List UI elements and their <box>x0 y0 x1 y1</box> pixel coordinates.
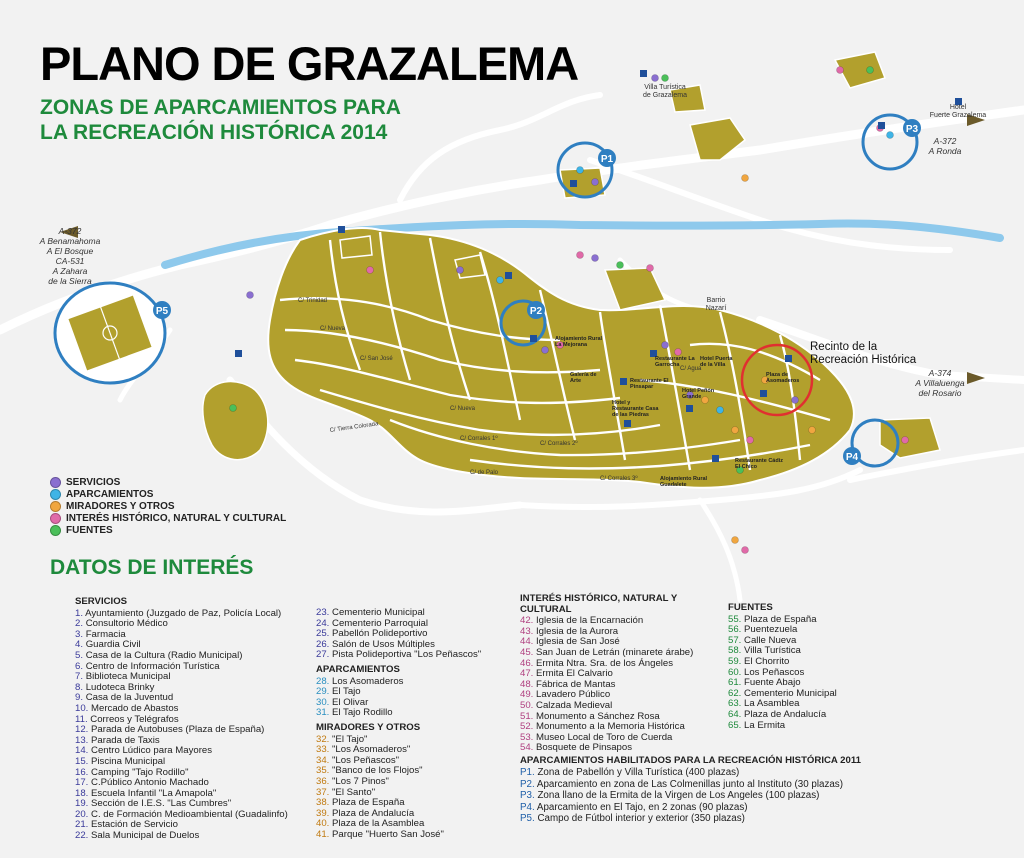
road-label-villaluenga <box>905 368 975 398</box>
item-number: 4. <box>75 639 84 651</box>
item-number: 58. <box>728 645 742 657</box>
item-number: 57. <box>728 634 742 646</box>
subtitle-line-2: LA RECREACIÓN HISTÓRICA 2014 <box>40 121 388 145</box>
item-text: Ayuntamiento (Juzgado de Paz, Policía Local) <box>85 607 282 619</box>
road-label-line: de la Sierra <box>48 276 92 286</box>
svg-text:C/ Corrales 3º: C/ Corrales 3º <box>600 476 638 482</box>
list-item <box>520 813 960 824</box>
label-line: Villa Turística <box>644 84 686 91</box>
item-number: 15. <box>75 755 89 767</box>
item-text: Escuela Infantil "La Amapola" <box>91 787 217 799</box>
legend-item <box>50 512 286 524</box>
svg-text:P5: P5 <box>155 306 169 317</box>
item-number: 39. <box>316 807 330 819</box>
interes-list <box>520 594 720 754</box>
label-line: Nazarí <box>705 305 727 312</box>
place-label: Hotel y Restaurante Casa de las Piedras <box>612 400 659 418</box>
item-text: La Asamblea <box>744 698 800 710</box>
item-text: Plaza de Andalucía <box>744 708 827 720</box>
item-number: 55. <box>728 613 742 625</box>
item-number: 6. <box>75 660 84 672</box>
servicios-heading: SERVICIOS <box>75 596 128 607</box>
item-text: Fuente Abajo <box>744 677 801 689</box>
list-item <box>520 802 960 813</box>
item-text: Parada de Autobuses (Plaza de España) <box>91 724 265 736</box>
legend-label: FUENTES <box>66 524 113 536</box>
item-text: Aparcamiento en El Tajo, en 2 zonas (90 plazas) <box>536 801 748 813</box>
item-number: 26. <box>316 638 330 650</box>
item-text: Plaza de España <box>744 613 817 625</box>
parking-marker-p4 <box>843 447 861 465</box>
item-number: 34. <box>316 754 330 766</box>
item-text: Los Peñascos <box>744 666 805 678</box>
hotel-fuerte-label <box>928 104 988 120</box>
item-number: 37. <box>316 786 330 798</box>
map-legend <box>50 476 286 536</box>
fuentes-list <box>728 603 878 731</box>
place-label: Galería de Arte <box>570 372 597 384</box>
column-2 <box>316 608 516 840</box>
parking-marker-p1 <box>598 149 616 167</box>
item-number: 23. <box>316 607 330 618</box>
list-item <box>316 830 516 841</box>
interes-heading-line: INTERÉS HISTÓRICO, NATURAL Y <box>520 593 678 604</box>
interes-heading-line: CULTURAL <box>520 603 572 615</box>
place-label: Alojamiento Rural Guadalete <box>660 476 708 488</box>
item-number: 59. <box>728 655 742 667</box>
svg-text:P3: P3 <box>905 124 919 135</box>
item-text: Parada de Taxis <box>91 734 160 746</box>
item-number: 3. <box>75 628 84 640</box>
item-number: 52. <box>520 721 534 733</box>
item-number: P1. <box>520 767 535 779</box>
item-text: Mercado de Abastos <box>91 702 179 714</box>
subtitle-line-1: ZONAS DE APARCAMIENTOS PARA <box>40 96 401 119</box>
item-text: "El Santo" <box>332 786 376 798</box>
item-number: 22. <box>75 830 89 842</box>
item-number: 16. <box>75 766 89 778</box>
item-number: 53. <box>520 731 534 743</box>
item-text: Ermita Ntra. Sra. de los Ángeles <box>536 657 674 669</box>
item-text: Iglesia de la Encarnación <box>536 615 644 627</box>
label-line: Recreación Histórica <box>810 354 917 366</box>
item-text: Sala Municipal de Duelos <box>91 830 200 842</box>
list-item <box>520 743 720 754</box>
place-label: Restaurante Cádiz El Chico <box>735 458 783 470</box>
item-text: Casa de la Cultura (Radio Municipal) <box>85 649 243 661</box>
item-number: 42. <box>520 615 534 627</box>
item-number: 24. <box>316 617 330 629</box>
legend-dot-icon <box>50 501 61 512</box>
place-label: Hotel Puerta de la Villa <box>700 356 733 368</box>
item-number: 51. <box>520 710 534 722</box>
legend-dot-icon <box>50 477 61 488</box>
item-text: Calle Nueva <box>744 634 797 646</box>
item-text: Puentezuela <box>744 624 798 636</box>
item-number: 2. <box>75 618 84 630</box>
list-item <box>316 708 516 719</box>
item-number: 14. <box>75 745 89 757</box>
road-label-line: A Villaluenga <box>915 378 965 388</box>
miradores-heading: MIRADORES Y OTROS <box>316 721 421 733</box>
legend-item <box>50 524 286 536</box>
svg-text:P1: P1 <box>600 154 614 165</box>
item-number: 29. <box>316 686 330 698</box>
place-label: Plaza de Asomaderos <box>766 372 800 384</box>
svg-text:C/ Agua: C/ Agua <box>680 366 702 372</box>
villa-turistica-label <box>630 84 700 100</box>
legend-item <box>50 500 286 512</box>
item-number: 60. <box>728 666 742 678</box>
habilitados-heading: APARCAMIENTOS HABILITADOS PARA LA RECREACIÓN HISTÓRICA 2011 <box>520 755 861 766</box>
barrio-nazari-label <box>696 297 736 313</box>
place-label: Hotel Peñón Grande <box>682 388 715 400</box>
item-text: Centro de Información Turística <box>85 660 220 672</box>
item-number: P3. <box>520 790 535 802</box>
item-number: 35. <box>316 765 330 777</box>
item-text: Los Asomaderos <box>332 675 404 687</box>
label-line: Fuerte Grazalema <box>929 112 987 119</box>
item-number: 49. <box>520 689 534 701</box>
svg-text:C/ Nueva: C/ Nueva <box>450 406 476 412</box>
road-label-ronda <box>920 136 970 156</box>
item-number: P2. <box>520 778 535 790</box>
item-text: El Chorrito <box>744 655 790 667</box>
item-text: Biblioteca Municipal <box>85 671 171 683</box>
item-number: 18. <box>75 787 89 799</box>
place-label: Restaurante El Pinsapar <box>630 378 669 390</box>
item-text: Piscina Municipal <box>91 755 166 767</box>
item-text: C.Público Antonio Machado <box>91 777 209 789</box>
item-text: "Los Asomaderos" <box>332 744 411 756</box>
svg-text:C/ Nueva: C/ Nueva <box>320 326 346 332</box>
item-text: Monumento a Sánchez Rosa <box>536 710 660 722</box>
item-text: Plaza de Andalucía <box>332 807 415 819</box>
svg-text:C/ de Palo: C/ de Palo <box>470 470 499 476</box>
svg-text:C/ San José: C/ San José <box>360 356 393 362</box>
item-number: 62. <box>728 687 742 699</box>
label-line: Recinto de la <box>810 341 878 353</box>
item-number: P4. <box>520 801 535 813</box>
item-number: 11. <box>75 713 88 725</box>
list-item <box>728 721 878 732</box>
item-number: 40. <box>316 818 330 830</box>
item-number: 41. <box>316 828 330 840</box>
item-text: Correos y Telégrafos <box>90 713 179 725</box>
servicios-list <box>75 597 315 842</box>
item-number: 25. <box>316 628 330 640</box>
item-number: 7. <box>75 671 84 683</box>
label-line: Hotel <box>949 104 967 111</box>
item-number: 65. <box>728 719 742 731</box>
road-label-line: del Rosario <box>918 388 962 398</box>
list-item <box>520 767 960 778</box>
item-text: "El Tajo" <box>332 733 368 745</box>
item-text: Casa de la Juventud <box>85 692 174 704</box>
item-number: 50. <box>520 699 534 711</box>
item-number: 44. <box>520 636 534 648</box>
label-line: de Grazalema <box>643 92 687 99</box>
item-text: Centro Lúdico para Mayores <box>91 745 213 757</box>
item-text: La Ermita <box>744 719 786 731</box>
item-number: 20. <box>75 808 89 820</box>
item-text: Museo Local de Toro de Cuerda <box>536 731 673 743</box>
road-label-line: CA-531 <box>55 256 85 266</box>
item-number: 61. <box>728 677 742 689</box>
page-subtitle <box>40 95 480 145</box>
legend-dot-icon <box>50 513 61 524</box>
item-text: Ermita El Calvario <box>536 668 613 680</box>
item-text: Salón de Usos Múltiples <box>332 638 435 650</box>
item-text: Aparcamiento en zona de Las Colmenillas junto al Instituto (30 plazas) <box>536 778 843 790</box>
item-text: Cementerio Parroquial <box>332 617 428 629</box>
svg-text:P4: P4 <box>845 452 859 463</box>
item-text: El Olivar <box>332 696 369 708</box>
item-text: Zona llano de la Ermita de la Virgen de Los Angeles (100 plazas) <box>537 790 820 802</box>
item-number: 32. <box>316 733 330 745</box>
item-number: 31. <box>316 707 330 719</box>
legend-item <box>50 488 286 500</box>
place-label: Restaurante La Garrocha <box>655 356 695 368</box>
svg-text:C/ Trinidad: C/ Trinidad <box>298 298 328 304</box>
legend-label: APARCAMIENTOS <box>66 488 154 500</box>
road-label-line: A El Bosque <box>46 246 94 256</box>
legend-label: SERVICIOS <box>66 476 121 488</box>
aparcamientos-heading: APARCAMIENTOS <box>316 663 400 675</box>
item-number: 28. <box>316 675 330 687</box>
road-label-line: A Ronda <box>928 146 962 156</box>
item-text: Pista Polideportiva "Los Peñascos" <box>332 649 482 661</box>
item-text: Guardia Civil <box>85 639 141 651</box>
parking-marker-p3 <box>903 119 921 137</box>
item-text: Plaza de España <box>332 797 405 809</box>
item-text: "Los 7 Pinos" <box>332 775 389 787</box>
list-item <box>75 831 315 842</box>
item-number: 33. <box>316 744 330 756</box>
list-item <box>520 790 960 801</box>
item-number: 9. <box>75 692 84 704</box>
legend-label: MIRADORES Y OTROS <box>66 500 175 512</box>
road-label-line: A-372 <box>933 136 957 146</box>
datos-heading: DATOS DE INTERÉS <box>50 556 254 579</box>
road-label-line: A-374 <box>928 368 952 378</box>
item-text: Campo de Fútbol interior y exterior (350 plazas) <box>537 813 745 825</box>
item-number: 12. <box>75 724 89 736</box>
item-text: Camping "Tajo Rodillo" <box>91 766 189 778</box>
item-number: 45. <box>520 646 534 658</box>
item-text: Cementerio Municipal <box>744 687 837 699</box>
legend-item <box>50 476 286 488</box>
fuentes-heading: FUENTES <box>728 602 773 613</box>
item-number: 48. <box>520 678 534 690</box>
item-text: Farmacia <box>85 628 126 640</box>
item-text: Ludoteca Brinky <box>85 681 155 693</box>
page-title: PLANO DE GRAZALEMA <box>40 37 579 90</box>
item-number: 19. <box>75 798 89 810</box>
item-number: 13. <box>75 734 89 746</box>
list-item <box>520 779 960 790</box>
item-number: 5. <box>75 649 84 661</box>
item-number: P5. <box>520 813 535 825</box>
item-number: 63. <box>728 698 742 710</box>
item-text: Calzada Medieval <box>536 699 613 711</box>
item-text: Iglesia de San José <box>536 636 620 648</box>
item-number: 27. <box>316 649 330 661</box>
item-number: 17. <box>75 777 89 789</box>
item-text: Pabellón Polideportivo <box>332 628 428 640</box>
road-label-west <box>10 226 130 286</box>
item-text: C. de Formación Medioambiental (Guadalinfo) <box>91 808 288 820</box>
item-text: Iglesia de la Aurora <box>536 625 619 637</box>
item-text: "Banco de los Flojos" <box>332 765 423 777</box>
svg-text:P2: P2 <box>529 306 543 317</box>
item-text: Cementerio Municipal <box>332 607 425 618</box>
parking-marker-p2 <box>527 301 545 319</box>
item-text: San Juan de Letrán (minarete árabe) <box>536 646 694 658</box>
list-item <box>316 650 516 661</box>
item-text: Estación de Servicio <box>91 819 178 831</box>
item-text: Parque "Huerto San José" <box>332 828 444 840</box>
item-text: Fábrica de Mantas <box>536 678 616 690</box>
item-number: 64. <box>728 708 742 720</box>
item-number: 36. <box>316 775 330 787</box>
legend-dot-icon <box>50 489 61 500</box>
item-number: 56. <box>728 624 742 636</box>
habilitados-list <box>520 755 960 824</box>
item-text: Sección de I.E.S. "Las Cumbres" <box>91 798 232 810</box>
item-text: Monumento a la Memoria Histórica <box>536 721 685 733</box>
item-text: "Los Peñascos" <box>332 754 400 766</box>
road-label-line: A Zahara <box>52 266 88 276</box>
road-label-line: A-372 <box>58 226 82 236</box>
svg-text:C/ Corrales 2º: C/ Corrales 2º <box>540 441 578 447</box>
item-number: 46. <box>520 657 534 669</box>
item-text: El Tajo Rodillo <box>332 707 393 719</box>
item-number: 38. <box>316 797 330 809</box>
item-text: Zona de Pabellón y Villa Turística (400 plazas) <box>537 767 740 779</box>
item-text: El Tajo <box>332 686 361 698</box>
item-text: Plaza de la Asamblea <box>332 818 425 830</box>
item-number: 30. <box>316 696 330 708</box>
item-number: 10. <box>75 702 89 714</box>
item-number: 21. <box>75 819 89 831</box>
label-line: Barrio <box>706 297 726 304</box>
svg-text:C/ Tierra Colorada: C/ Tierra Colorada <box>329 421 379 434</box>
item-number: 54. <box>520 742 534 754</box>
item-text: Lavadero Público <box>536 689 611 701</box>
road-label-line: A Benamahoma <box>39 236 101 246</box>
item-text: Villa Turística <box>744 645 801 657</box>
item-number: 8. <box>75 681 84 693</box>
legend-label: INTERÉS HISTÓRICO, NATURAL Y CULTURAL <box>66 512 287 524</box>
item-number: 1. <box>75 607 84 619</box>
recinto-label <box>810 341 916 367</box>
legend-dot-icon <box>50 525 61 536</box>
item-number: 43. <box>520 625 534 637</box>
parking-marker-p5 <box>153 301 171 319</box>
place-label: Alojamiento Rural La Mejorana <box>555 336 603 348</box>
item-text: Bosquete de Pinsapos <box>536 742 633 754</box>
item-text: Consultorio Médico <box>85 618 168 630</box>
interes-heading <box>520 594 720 615</box>
item-number: 47. <box>520 668 534 680</box>
football-field-icon <box>55 283 165 383</box>
svg-text:C/ Corrales 1º: C/ Corrales 1º <box>460 436 498 442</box>
